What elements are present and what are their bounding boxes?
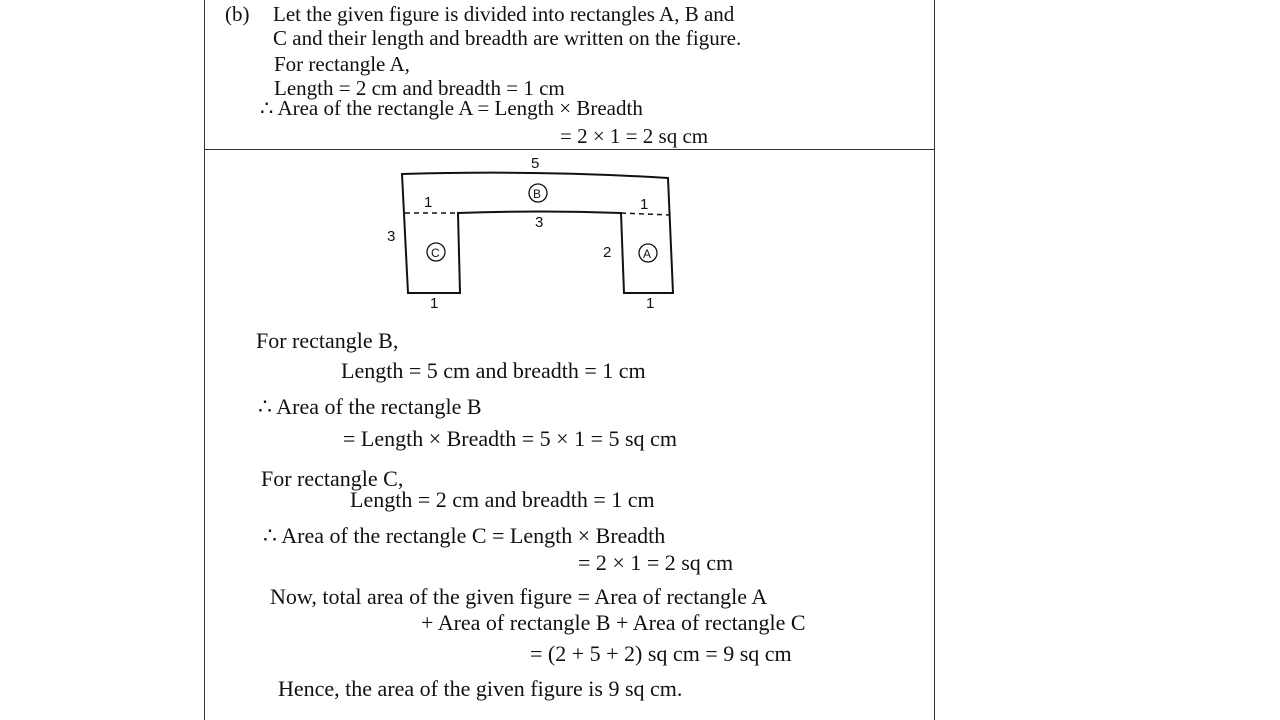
label-inner: 3 <box>535 214 544 231</box>
region-c-label: C <box>431 246 440 260</box>
rect-a-area: ∴ Area of the rectangle A = Length × Breadth <box>260 96 643 120</box>
label-right-inner: 2 <box>603 244 612 261</box>
u-shape-figure <box>370 150 690 315</box>
label-bottom-left: 1 <box>430 295 439 312</box>
label-bottom-right: 1 <box>646 295 655 312</box>
total-line-3: = (2 + 5 + 2) sq cm = 9 sq cm <box>530 641 792 666</box>
intro-line-2: C and their length and breadth are written on the figure. <box>273 26 742 50</box>
rect-c-heading: For rectangle C, <box>261 466 404 491</box>
rect-a-heading: For rectangle A, <box>274 52 410 76</box>
rect-b-heading: For rectangle B, <box>256 328 399 353</box>
region-a-label: A <box>643 247 652 261</box>
label-left: 3 <box>387 228 396 245</box>
total-line-2: + Area of rectangle B + Area of rectangle C <box>421 610 806 635</box>
conclusion: Hence, the area of the given figure is 9 sq cm. <box>278 676 683 701</box>
rect-a-dims: Length = 2 cm and breadth = 1 cm <box>274 76 565 100</box>
rect-c-dims: Length = 2 cm and breadth = 1 cm <box>350 487 655 512</box>
rect-b-result: = Length × Breadth = 5 × 1 = 5 sq cm <box>343 426 677 451</box>
total-line-1: Now, total area of the given figure = Area of rectangle A <box>270 584 768 609</box>
rect-a-result: = 2 × 1 = 2 sq cm <box>560 124 709 148</box>
label-top-left: 1 <box>424 194 433 211</box>
rect-b-area: ∴ Area of the rectangle B <box>258 394 482 419</box>
rect-c-result: = 2 × 1 = 2 sq cm <box>578 550 734 575</box>
part-label: (b) <box>225 2 250 26</box>
dashed-divider-right <box>621 213 670 215</box>
rect-b-dims: Length = 5 cm and breadth = 1 cm <box>341 358 646 383</box>
region-b-label: B <box>533 187 542 201</box>
rect-c-area: ∴ Area of the rectangle C = Length × Breadth <box>263 523 666 548</box>
label-top: 5 <box>531 155 540 172</box>
label-top-right: 1 <box>640 196 649 213</box>
intro-line-1: Let the given figure is divided into rectangles A, B and <box>273 2 735 26</box>
